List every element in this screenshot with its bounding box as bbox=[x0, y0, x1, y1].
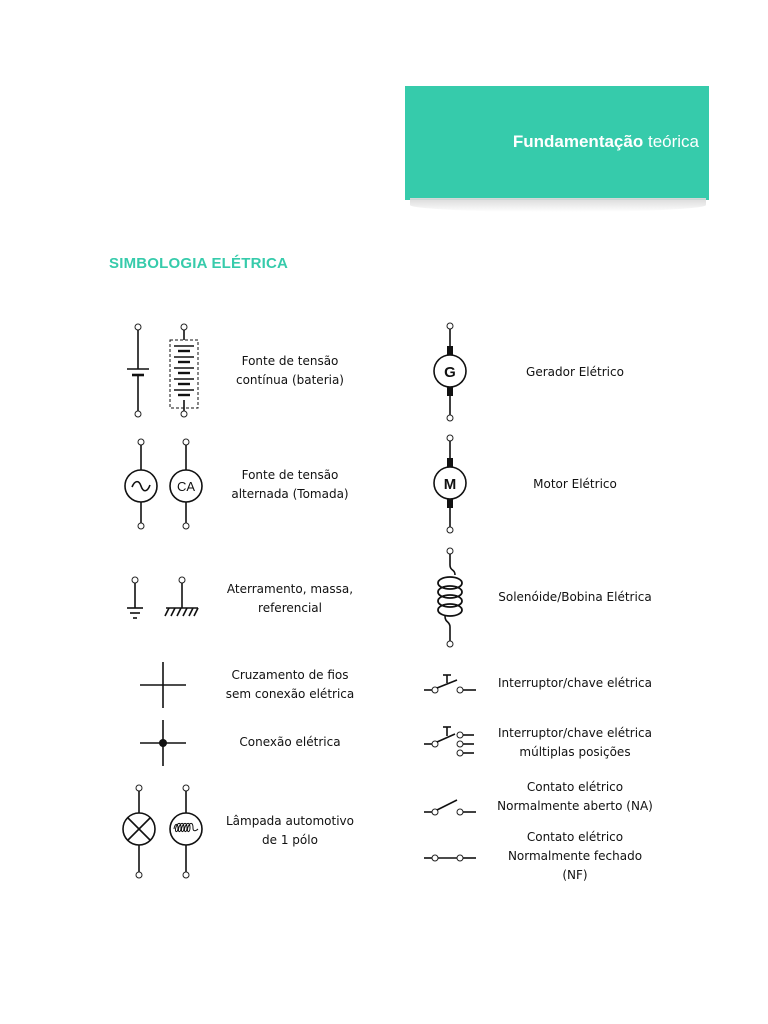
label-line: sem conexão elétrica bbox=[225, 687, 355, 701]
label-multi-position-switch bbox=[490, 724, 660, 762]
label-line: referencial bbox=[258, 601, 322, 615]
motor-symbol-icon bbox=[420, 432, 480, 536]
label-line: Interruptor/chave elétrica bbox=[497, 676, 652, 690]
label-line: Interruptor/chave elétrica bbox=[497, 726, 652, 740]
ground-symbol-icon bbox=[120, 570, 210, 630]
label-line: Aterramento, massa, bbox=[226, 582, 354, 596]
label-line: (NF) bbox=[562, 868, 588, 882]
generator-glyph: G bbox=[444, 364, 456, 381]
ac-source-symbol-icon bbox=[120, 436, 210, 536]
label-line: múltiplas posições bbox=[519, 745, 631, 759]
label-ac-source bbox=[215, 466, 365, 504]
label-line: Contato elétrico bbox=[526, 830, 624, 844]
label-line: contínua (bateria) bbox=[235, 373, 344, 387]
wire-crossing-symbol-icon bbox=[138, 660, 188, 710]
label-wire-crossing bbox=[215, 666, 365, 704]
label-line: Contato elétrico bbox=[526, 780, 624, 794]
label-line: Motor Elétrico bbox=[533, 477, 617, 491]
label-battery bbox=[215, 352, 365, 390]
header-title bbox=[513, 132, 699, 152]
label-line: Lâmpada automotivo bbox=[225, 814, 354, 828]
header-title-bold: Fundamentação bbox=[512, 132, 644, 151]
label-line: Fonte de tensão bbox=[241, 468, 339, 482]
label-switch bbox=[490, 674, 660, 693]
label-generator bbox=[495, 363, 655, 382]
battery-symbol-icon bbox=[120, 320, 210, 420]
switch-symbol-icon bbox=[422, 670, 482, 700]
banner-shadow bbox=[410, 198, 706, 212]
motor-glyph: M bbox=[443, 476, 457, 493]
label-line: Conexão elétrica bbox=[239, 735, 341, 749]
normally-closed-contact-symbol-icon bbox=[422, 846, 482, 872]
label-ground bbox=[215, 580, 365, 618]
wire-connection-symbol-icon bbox=[138, 718, 188, 768]
label-normally-open bbox=[490, 778, 660, 816]
label-line: Cruzamento de fios bbox=[231, 668, 349, 682]
label-line: Solenóide/Bobina Elétrica bbox=[498, 590, 652, 604]
header-banner bbox=[405, 86, 709, 200]
lamp-symbol-icon bbox=[118, 782, 208, 882]
label-motor bbox=[495, 475, 655, 494]
label-line: Normalmente fechado bbox=[507, 849, 643, 863]
normally-open-contact-symbol-icon bbox=[422, 792, 482, 822]
label-solenoid bbox=[490, 588, 660, 607]
label-line: Normalmente aberto (NA) bbox=[497, 799, 653, 813]
label-wire-connection bbox=[215, 733, 365, 752]
label-line: Fonte de tensão bbox=[241, 354, 339, 368]
label-line: alternada (Tomada) bbox=[231, 487, 349, 501]
generator-symbol-icon bbox=[420, 320, 480, 424]
multi-position-switch-symbol-icon bbox=[422, 722, 482, 762]
solenoid-symbol-icon bbox=[425, 545, 475, 651]
label-normally-closed bbox=[490, 828, 660, 885]
label-line: de 1 pólo bbox=[262, 833, 318, 847]
ac-glyph: CA bbox=[176, 479, 196, 494]
section-title: SIMBOLOGIA ELÉTRICA bbox=[109, 255, 289, 272]
label-lamp bbox=[215, 812, 365, 850]
label-line: Gerador Elétrico bbox=[526, 365, 624, 379]
header-title-light: teórica bbox=[647, 132, 699, 151]
